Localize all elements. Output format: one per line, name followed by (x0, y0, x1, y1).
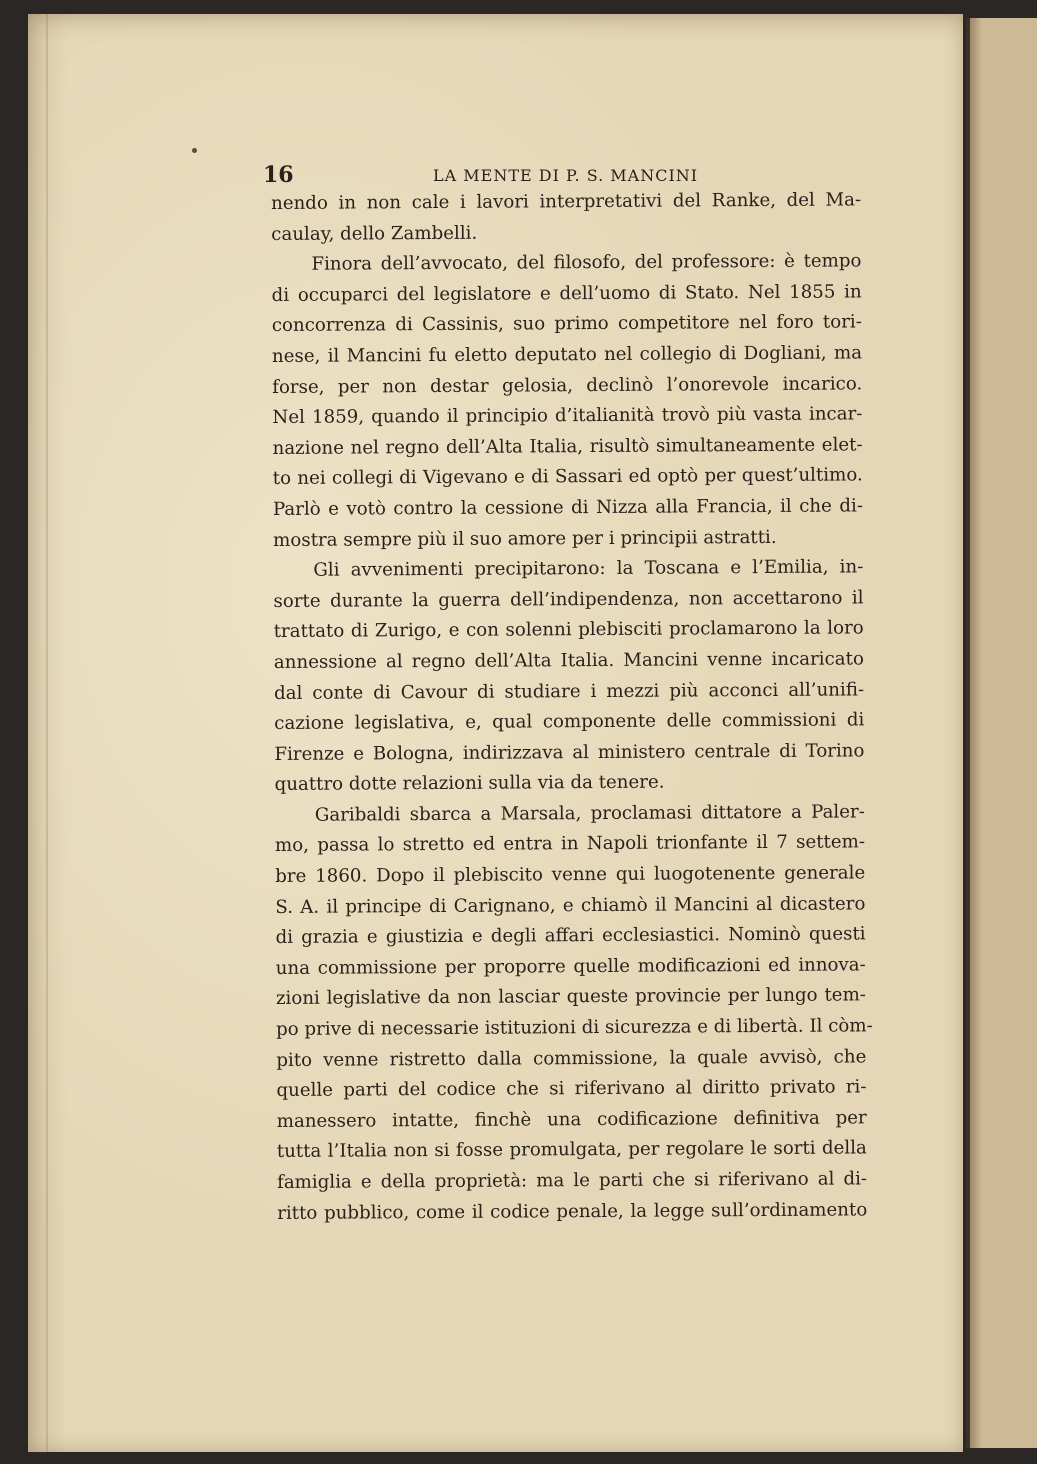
text-line: manessero intatte, finchè una codificazione definitiva per (276, 1107, 867, 1132)
text-line: sorte durante la guerra dell’indipendenza, non accettarono il (273, 587, 864, 612)
text-line: caulay, dello Zambelli. (271, 222, 478, 245)
text-line: dal conte di Cavour di studiare i mezzi più acconci all’unifi- (274, 678, 865, 704)
text-line: Firenze e Bologna, indirizzava al ministero centrale di Torino (274, 740, 865, 765)
body-text (271, 185, 873, 1229)
text-line: pito venne ristretto dalla commissione, la quale avvisò, che (276, 1046, 867, 1071)
text-line: nendo in non cale i lavori interpretativi del Ranke, del Ma- (271, 189, 862, 214)
text-line: famiglia e della proprietà: ma le parti che si riferivano al di- (277, 1168, 868, 1193)
text-line: Gli avvenimenti precipitarono: la Toscana e l’Emilia, in- (313, 556, 864, 581)
text-line: di occuparci del legislatore e dell’uomo di Stato. Nel 1855 in (271, 281, 862, 306)
text-line: po prive di necessarie istituzioni di sicurezza e di libertà. Il còm- (276, 1015, 873, 1041)
text-line: cazione legislativa, e, qual componente delle commissioni di (274, 709, 865, 735)
text-line: di grazia e giustizia e degli affari ecclesiastici. Nominò questi (275, 923, 866, 949)
text-line: bre 1860. Dopo il plebiscito venne qui luogotenente generale (275, 862, 866, 888)
page-number: 16 (263, 162, 294, 188)
text-line: mo, passa lo stretto ed entra in Napoli trionfante il 7 settem- (274, 831, 866, 857)
text-line: Parlò e votò contro la cessione di Nizza alla Francia, il che di- (272, 495, 864, 520)
text-line: mostra sempre più il suo amore per i principii astratti. (273, 526, 777, 551)
text-line: forse, per non destar gelosia, declinò l’onorevole incarico. (272, 372, 863, 398)
text-line: concorrenza di Cassinis, suo primo competitore nel foro tori- (271, 311, 862, 337)
text-line: annessione al regno dell’Alta Italia. Mancini venne incaricato (273, 648, 864, 673)
text-line: trattato di Zurigo, e con solenni plebisciti proclamarono la loro (273, 617, 864, 643)
ink-spot (192, 148, 197, 153)
text-line: quelle parti del codice che si riferivano al diritto privato ri- (276, 1076, 867, 1102)
text-line: tutta l’Italia non si fosse promulgata, per regolare le sorti della (276, 1137, 867, 1163)
text-line: Nel 1859, quando il principio d’italianità trovò più vasta incar- (272, 403, 863, 429)
text-line: to nei collegi di Vigevano e di Sassari ed optò per quest’ultimo. (272, 464, 863, 490)
text-line: nazione nel regno dell’Alta Italia, risultò simultaneamente elet- (272, 434, 863, 459)
text-line: una commissione per proporre quelle modificazioni ed innova- (275, 954, 866, 979)
text-line: S. A. il principe di Carignano, e chiamò il Mancini al dicastero (275, 893, 866, 918)
text-line: ritto pubblico, come il codice penale, la legge sull’ordinamento (277, 1198, 868, 1224)
text-line: quattro dotte relazioni sulla via da tenere. (274, 771, 665, 796)
text-line: nese, il Mancini fu eletto deputato nel collegio di Dogliani, ma (271, 342, 863, 367)
text-line: zioni legislative da non lasciar queste provincie per lungo tem- (275, 984, 867, 1010)
text-line: Finora dell’avvocato, del filosofo, del professore: è tempo (311, 250, 862, 275)
running-head: LA MENTE DI P. S. MANCINI (433, 166, 699, 185)
text-line: Garibaldi sbarca a Marsala, proclamasi dittatore a Paler- (314, 801, 865, 826)
facing-page-edge (966, 18, 1037, 1448)
